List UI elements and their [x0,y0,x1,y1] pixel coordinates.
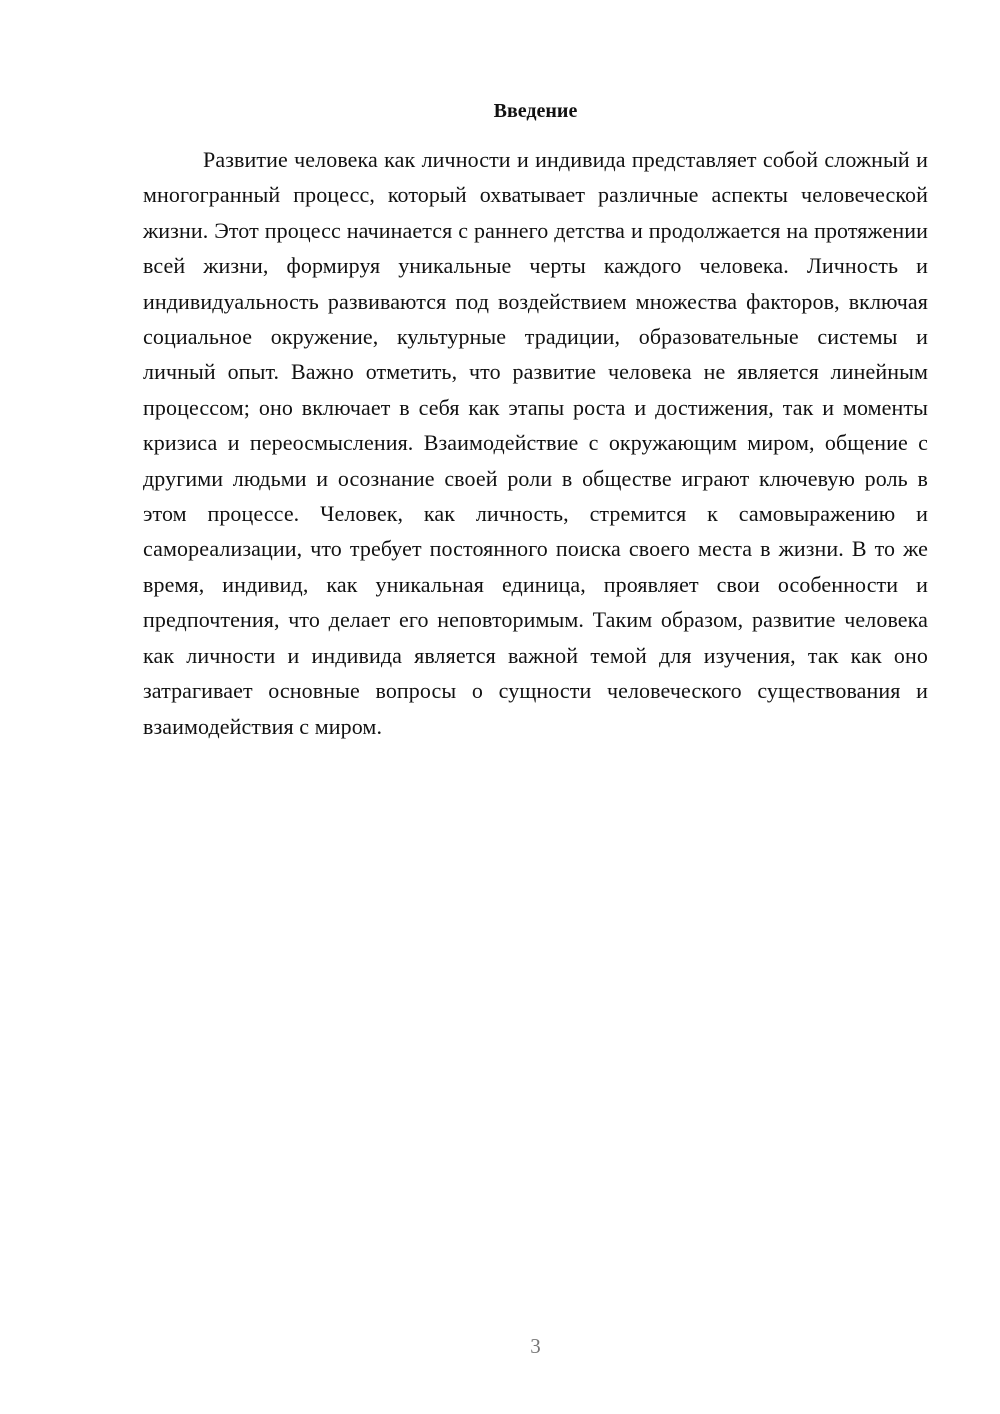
page-title: Введение [493,100,578,122]
page-number: 3 [530,1334,541,1358]
body-paragraph: Развитие человека как личности и индивида представляет собой сложный и многогранный процесс, который охватывает различные аспекты человеческой жизни. Этот процесс начинается с раннего детства и продолжается на протяжении всей жизни, формируя уникальные черты каждого человека. Личность и индивидуальность развиваются под воздействием множества факторов, включая социальное окружение, культурные традиции, образовательные системы и личный опыт. Важно отметить, что развитие человека не является линейным процессом; оно включает в себя как этапы роста и достижения, так и моменты кризиса и переосмысления. Взаимодействие с окружающим миром, общение с другими людьми и осознание своей роли в обществе играют ключевую роль в этом процессе. Человек, как личность, стремится к самовыражению и самореализации, что требует постоянного поиска своего места в жизни. В то же время, индивид, как уникальная единица, проявляет свои особенности и предпочтения, что делает его неповторимым. Таким образом, развитие человека как личности и индивида является важной темой для изучения, так как оно затрагивает основные вопросы о сущности человеческого существования и взаимодействия с миром. [143,147,928,739]
